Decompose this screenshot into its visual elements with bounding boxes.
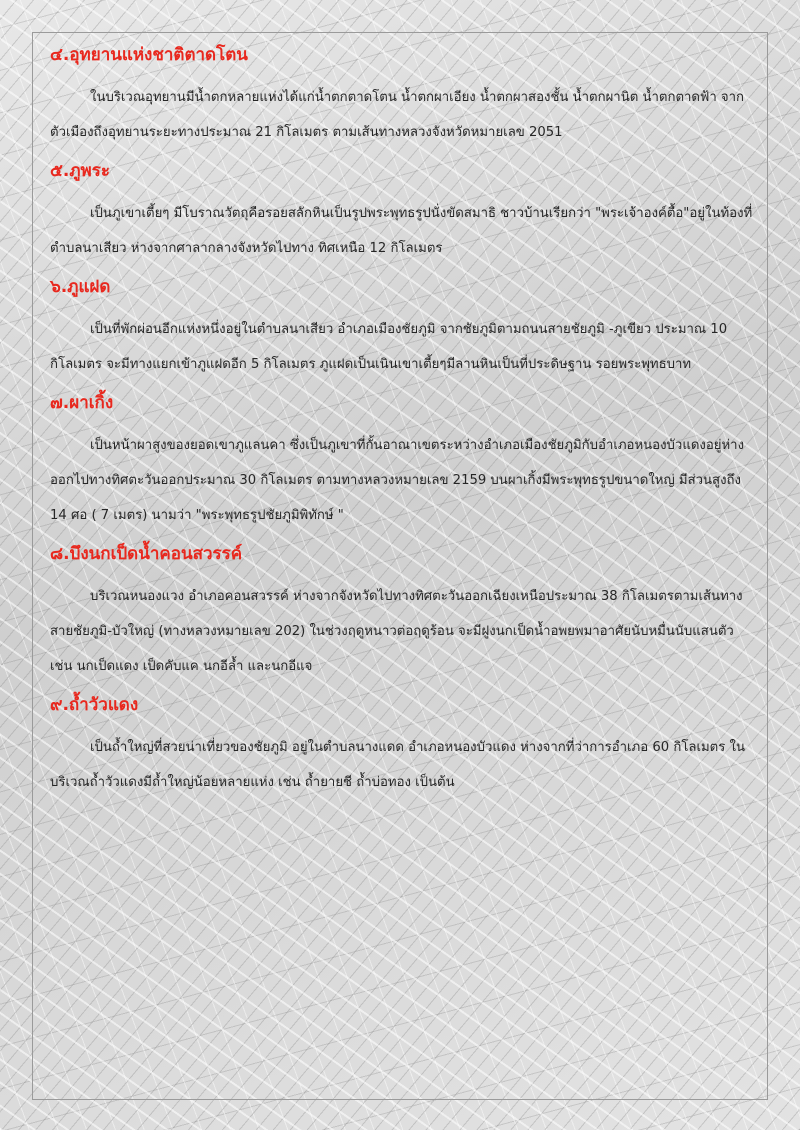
section-bueng-nok-pet-nam [50, 537, 758, 684]
section-paragraph: เป็นที่พักผ่อนอีกแห่งหนึ่งอยู่ในตำบลนาเสียว อำเภอเมืองชัยภูมิ จากชัยภูมิตามถนนสายชัยภูมิ -ภูเขียว ประมาณ 10 กิโลเมตร จะมีทางแยกเข้าภูแฝดอีก 5 กิโลเมตร ภูแฝดเป็นเนินเขาเตี้ยๆมีลานหินเป็นที่ประดิษฐาน รอยพระพุทธบาท [50, 322, 728, 372]
section-tham-wua-daeng [50, 688, 758, 800]
section-tat-ton [50, 38, 758, 150]
document-body [50, 38, 758, 804]
section-heading: ๗.ผาเกิ้ง [50, 393, 114, 413]
section-heading: ๕.ภูพระ [50, 161, 110, 181]
section-paragraph: เป็นถ้ำใหญ่ที่สวยน่าเที่ยวของชัยภูมิ อยู่ในตำบลนางแดด อำเภอหนองบัวแดง ห่างจากที่ว่าการอำเภอ 60 กิโลเมตร ในบริเวณถ้ำวัวแดงมีถ้ำใหญ่น้อยหลายแห่ง เช่น ถ้ำยายชี ถ้ำบ่อทอง เป็นต้น [50, 740, 745, 790]
section-phu-faet [50, 270, 758, 382]
section-paragraph: บริเวณหนองแวง อำเภอคอนสวรรค์ ห่างจากจังหวัดไปทางทิศตะวันออกเฉียงเหนือประมาณ 38 กิโลเมตรตามเส้นทางสายชัยภูมิ-บัวใหญ่ (ทางหลวงหมายเลข 202) ในช่วงฤดูหนาวต่อฤดูร้อน จะมีฝูงนกเป็ดน้ำอพยพมาอาศัยนับหมื่นนับแสนตัว เช่น นกเป็ดแดง เป็ดคับแค นกอีล้ำ และนกอีแจ [50, 589, 743, 674]
section-paragraph: เป็นหน้าผาสูงของยอดเขาภูแลนคา ซึ่งเป็นภูเขาที่กั้นอาณาเขตระหว่างอำเภอเมืองชัยภูมิกับอำเภอหนองบัวแดงอยู่ห่างออกไปทางทิศตะวันออกประมาณ 30 กิโลเมตร ตามทางหลวงหมายเลข 2159 บนผาเกิ้งมีพระพุทธรูปขนาดใหญ่ มีส่วนสูงถึง 14 ศอ ( 7 เมตร) นามว่า "พระพุทธรูปชัยภูมิพิทักษ์ " [50, 438, 745, 523]
section-heading: ๘.บึงนกเป็ดน้ำคอนสวรรค์ [50, 544, 243, 564]
section-paragraph: ในบริเวณอุทยานมีน้ำตกหลายแห่งได้แก่น้ำตกตาดโตน น้ำตกผาเอียง น้ำตกผาสองชั้น น้ำตกผานิต น้ำตกตาดฟ้า จากตัวเมืองถึงอุทยานระยะทางประมาณ 21 กิโลเมตร ตามเส้นทางหลวงจังหวัดหมายเลข 2051 [50, 90, 745, 140]
section-paragraph: เป็นภูเขาเตี้ยๆ มีโบราณวัตถุคือรอยสลักหินเป็นรูปพระพุทธรูปนั่งขัดสมาธิ ชาวบ้านเรียกว่า "พระเจ้าองค์ตื้อ"อยู่ในท้องที่ตำบลนาเสียว ห่างจากศาลากลางจังหวัดไปทาง ทิศเหนือ 12 กิโลเมตร [50, 206, 753, 256]
section-heading: ๔.อุทยานแห่งชาติตาดโตน [50, 45, 248, 65]
section-pha-koeng [50, 386, 758, 533]
section-phu-phra [50, 154, 758, 266]
section-heading: ๙.ถ้ำวัวแดง [50, 695, 139, 715]
section-heading: ๖.ภูแฝด [50, 277, 111, 297]
